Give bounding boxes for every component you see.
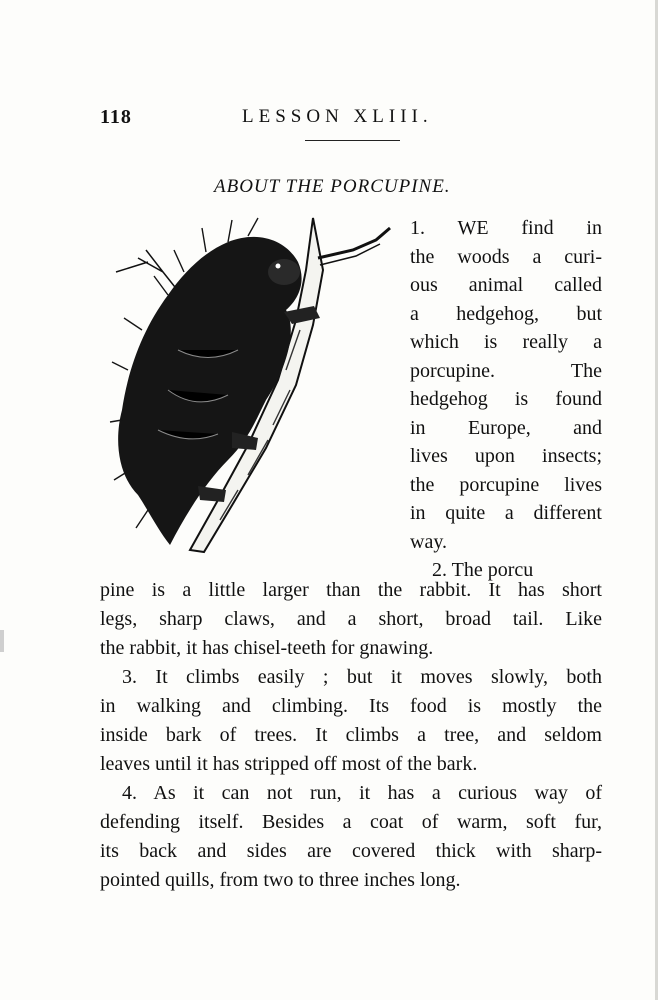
text-line: in quite a different [410,502,602,524]
text-line: the rabbit, it has chisel-teeth for gnawing. [100,637,434,659]
text-line: 3. It climbs easily ; but it moves slowly, both [122,666,602,688]
body-paragraphs [100,576,602,895]
text-line: ous animal called [410,274,602,296]
text-line: pine is a little larger than the rabbit. It has short [100,579,602,601]
page-header [100,106,600,136]
porcupine-climbing-tree-illustration [108,210,398,555]
page-number: 118 [100,106,132,128]
lesson-title: LESSON XLIII. [242,106,433,127]
text-line: its back and sides are covered thick with sharp- [100,840,602,862]
text-line: in Europe, and [410,416,602,439]
text-line: defending itself. Besides a coat of warm, soft fur, [100,811,602,833]
text-line: which is really a [410,331,602,353]
text-line: legs, sharp claws, and a short, broad tail. Like [100,608,602,630]
text-line: the porcupine lives [410,473,602,496]
header-rule [305,140,400,141]
page-mark [0,630,4,652]
text-line: porcupine. The [410,359,602,382]
text-line: lives upon insects; [410,445,602,467]
paragraph-2-start: 2. The porcu [432,559,534,581]
paragraph-1 [410,214,602,585]
text-line: a hedgehog, but [410,302,602,325]
text-line: inside bark of trees. It climbs a tree, and seldom [100,724,602,746]
section-title: ABOUT THE PORCUPINE. [214,176,451,197]
text-line: 1. WE find in [410,217,602,239]
text-line: hedgehog is found [410,388,602,410]
text-line: way. [410,530,448,553]
text-line: the woods a curi- [410,245,602,268]
text-line: 4. As it can not run, it has a curious way of [122,782,602,804]
text-line: leaves until it has stripped off most of the bark. [100,753,478,775]
text-line: in walking and climbing. Its food is mostly the [100,695,602,717]
text-line: pointed quills, from two to three inches long. [100,869,461,891]
